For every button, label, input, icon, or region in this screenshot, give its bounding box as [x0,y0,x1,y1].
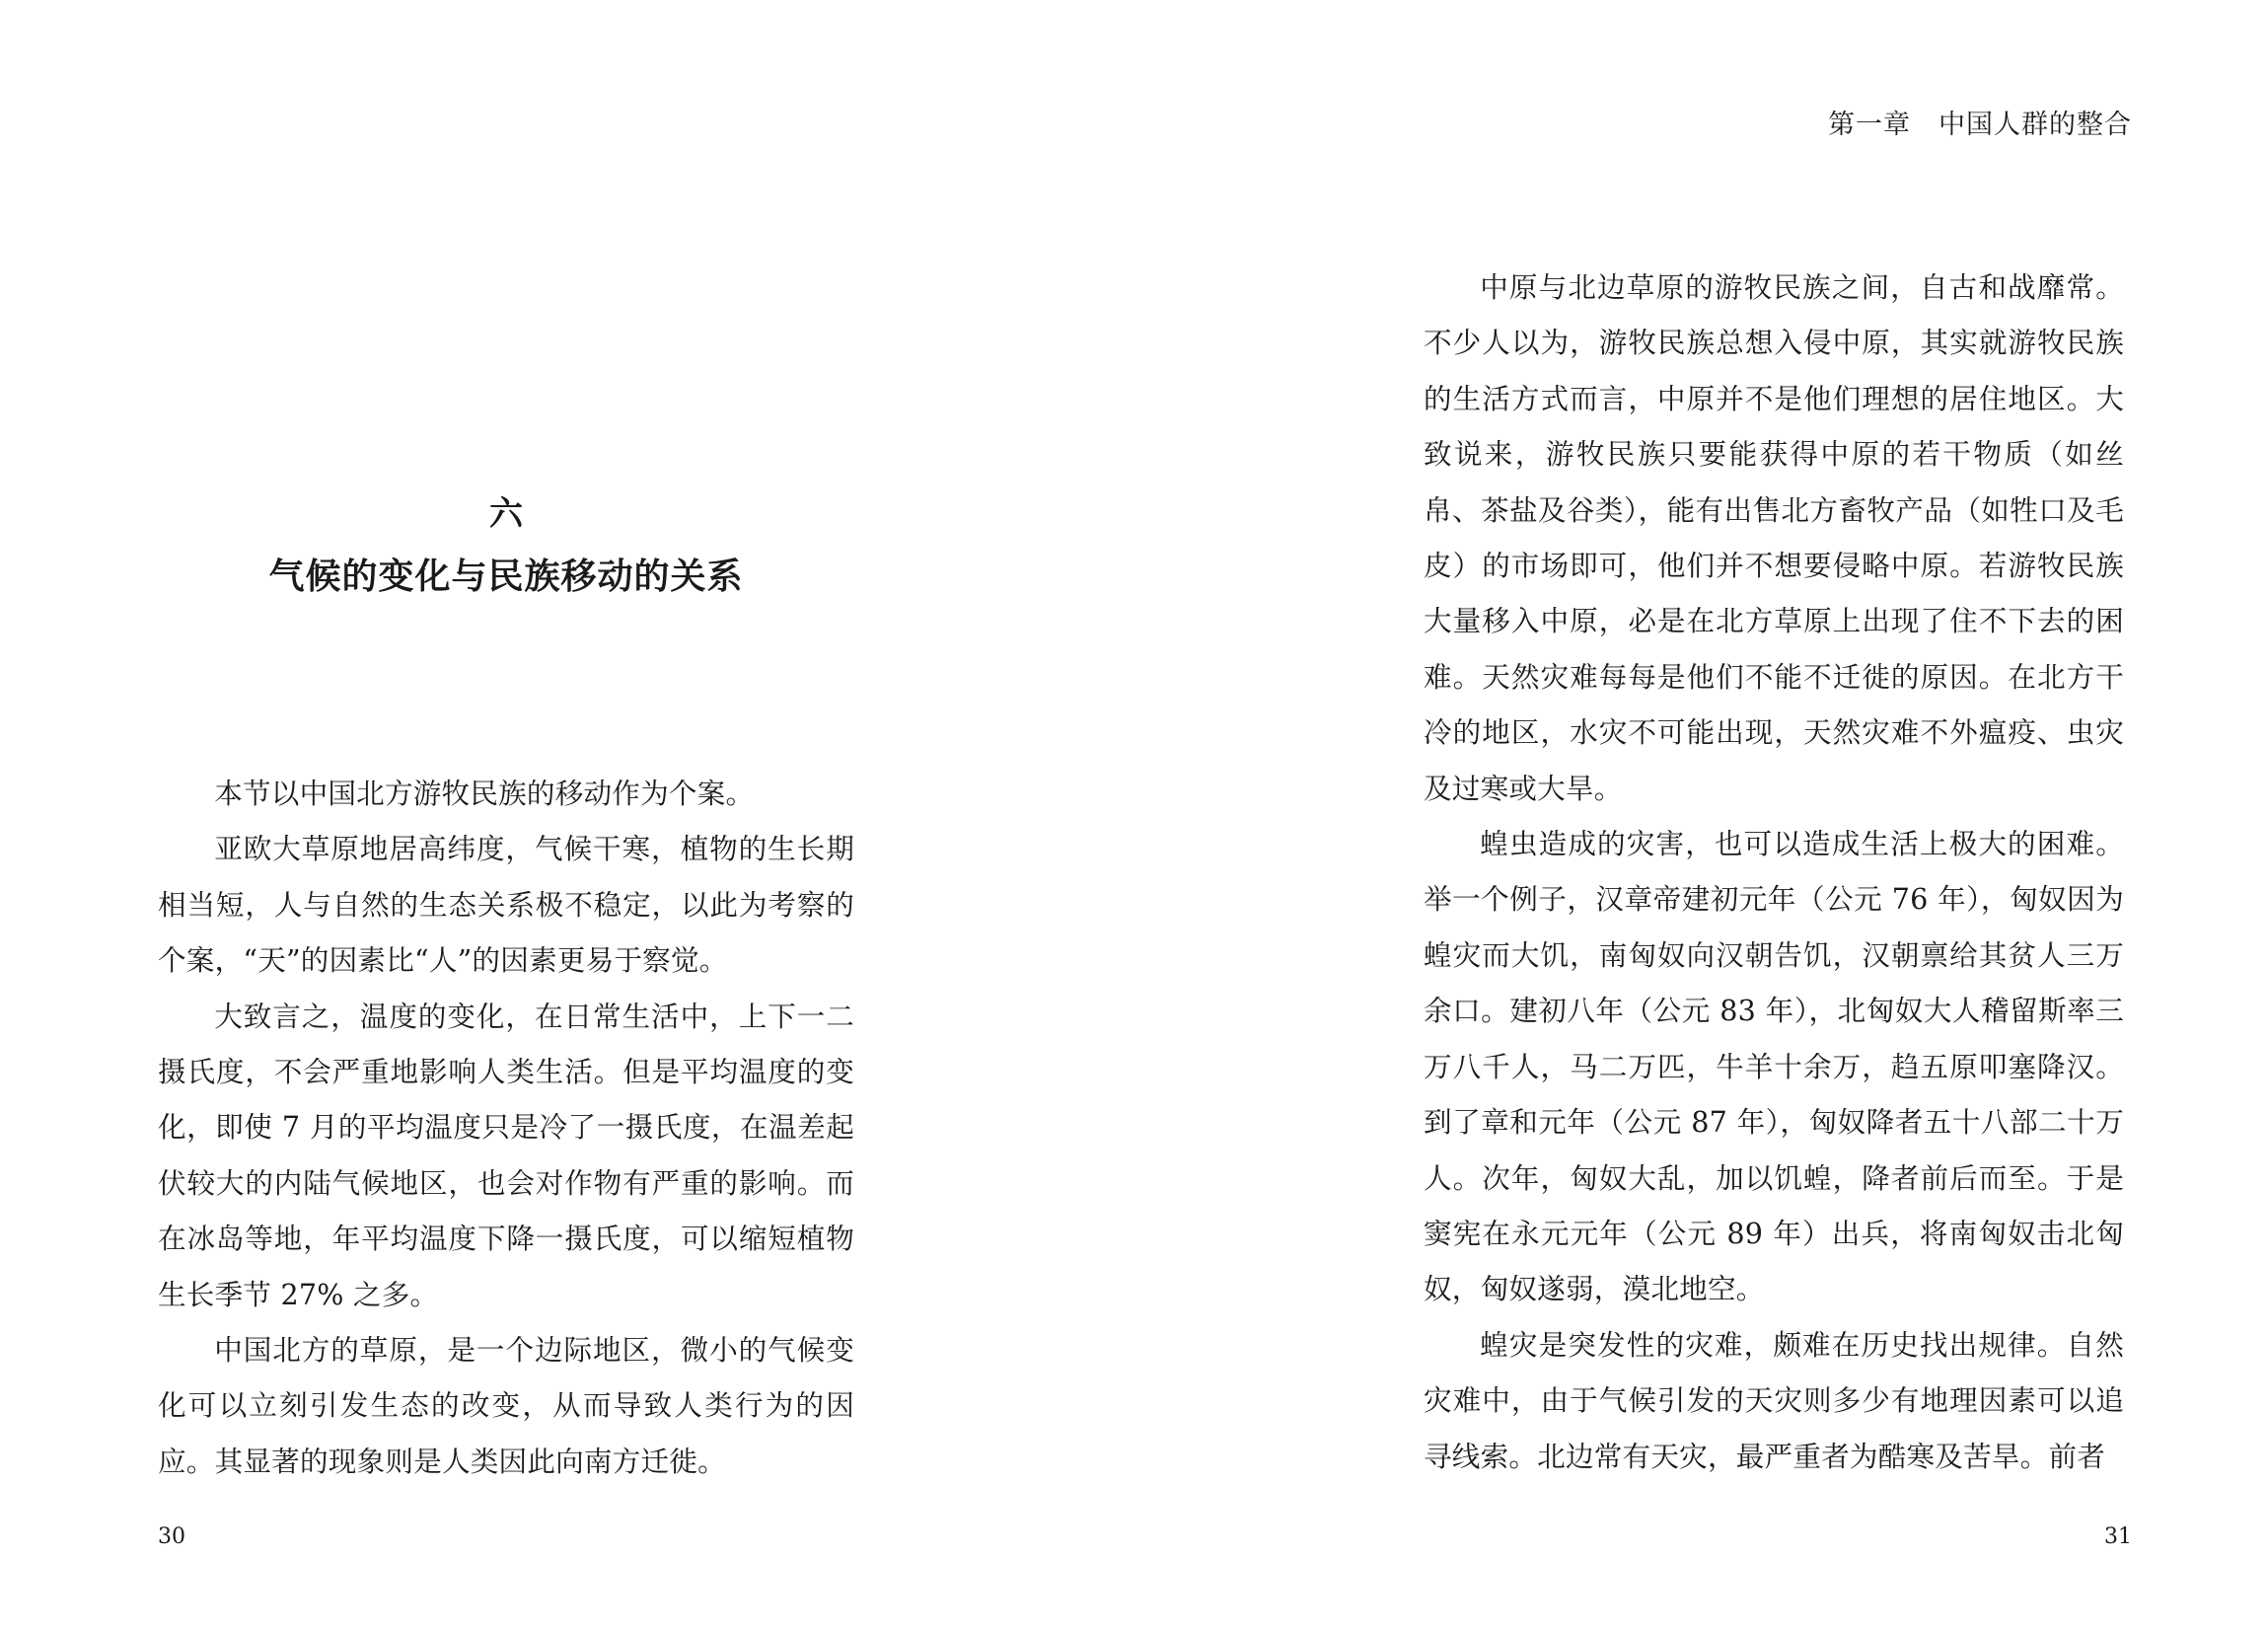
paragraph: 蝗灾是突发性的灾难，颇难在历史找出规律。自然灾难中，由于气候引发的天灾则多少有地理因素可以追寻线索。北边常有天灾，最严重者为酷寒及苦旱。前者 [1424,1327,2124,1473]
right-body-text [1424,260,2124,1484]
running-head-title: 中国人群的整合 [1939,110,2132,140]
section-number: 六 [489,494,523,534]
paragraph: 亚欧大草原地居高纬度，气候干寒，植物的生长期相当短，人与自然的生态关系极不稳定，以此为考察的个案，“天”的因素比“人”的因素更易于察觉。 [158,832,854,978]
paragraph: 蝗虫造成的灾害，也可以造成生活上极大的困难。举一个例子，汉章帝建初元年（公元 76 年），匈奴因为蝗灾而大饥，南匈奴向汉朝告饥，汉朝禀给其贫人三万余口。建初八年（公元 83 年），北匈奴大人稽留斯率三万八千人，马二万匹，牛羊十余万，趋五原叩塞降汉。到了章和元年（公元 87 年），匈奴降者五十八部二十万人。次年，匈奴大乱，加以饥蝗，降者前后而至。于是窦宪在永元元年（公元 89 年）出兵，将南匈奴击北匈奴，匈奴遂弱，漠北地空。 [1424,827,2124,1306]
running-head-chapter: 第一章 [1828,110,1911,140]
paragraph: 中原与北边草原的游牧民族之间，自古和战靡常。不少人以为，游牧民族总想入侵中原，其实就游牧民族的生活方式而言，中原并不是他们理想的居住地区。大致说来，游牧民族只要能获得中原的若干物质（如丝帛、茶盐及谷类），能有出售北方畜牧产品（如牲口及毛皮）的市场即可，他们并不想要侵略中原。若游牧民族大量移入中原，必是在北方草原上出现了住不下去的困难。天然灾难每每是他们不能不迁徙的原因。在北方干冷的地区，水灾不可能出现，天然灾难不外瘟疫、虫灾及过寒或大旱。 [1424,270,2124,805]
page-number-left: 30 [158,1524,185,1549]
paragraph: 中国北方的草原，是一个边际地区，微小的气候变化可以立刻引发生态的改变，从而导致人类行为的因应。其显著的现象则是人类因此向南方迁徙。 [158,1333,854,1478]
section-title: 气候的变化与民族移动的关系 [268,556,744,597]
page-number-right: 31 [2104,1524,2132,1549]
paragraph: 大致言之，温度的变化，在日常生活中，上下一二摄氏度，不会严重地影响人类生活。但是平均温度的变化，即使 7 月的平均温度只是冷了一摄氏度，在温差起伏较大的内陆气候地区，也会对作物有严重的影响。而在冰岛等地，年平均温度下降一摄氏度，可以缩短植物生长季节 27% 之多。 [158,999,854,1311]
right-page [1134,0,2268,1632]
section-heading [158,489,854,604]
running-head [1828,103,2132,141]
paragraph: 本节以中国北方游牧民族的移动作为个案。 [214,777,755,810]
left-body-text [158,766,854,1489]
